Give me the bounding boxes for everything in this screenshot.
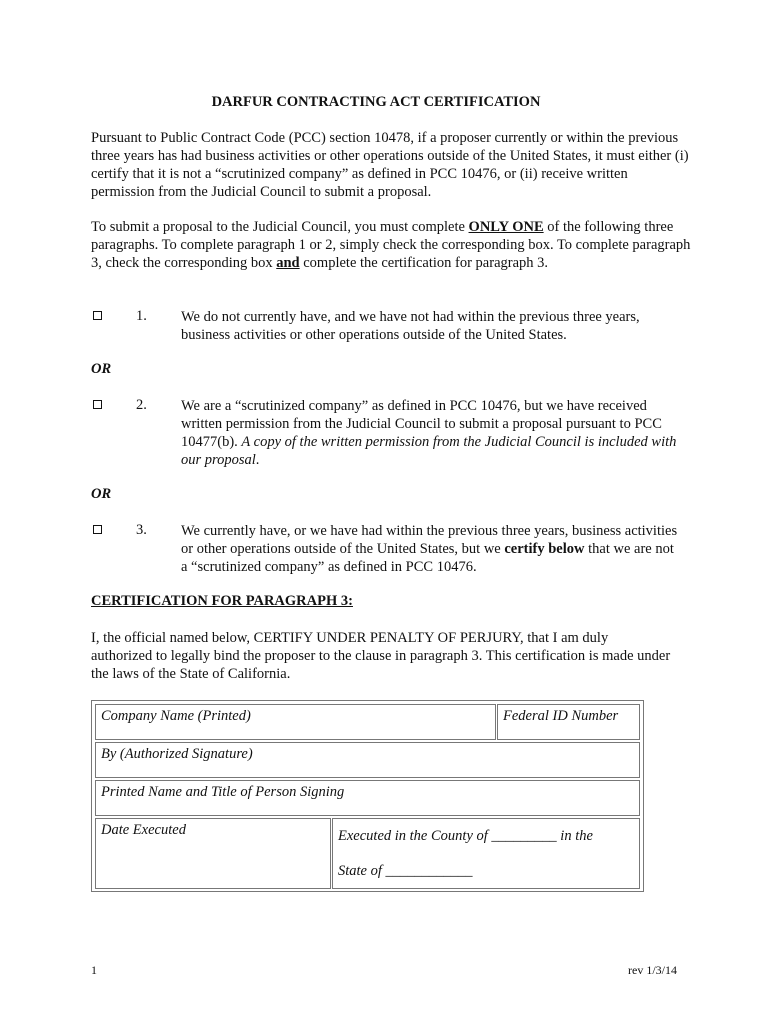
option-1-checkbox[interactable] <box>93 311 102 320</box>
option-1-text: We do not currently have, and we have not had within the previous three years, business activities or other operations outside of the United States. <box>181 309 640 343</box>
federal-id-field[interactable]: Federal ID Number <box>497 704 640 740</box>
option-3-text: We currently have, or we have had within the previous three years, business activities or other operations outside of the United States, but we certify below that we are not a “scrutinized company” as defined in PCC 10476. <box>181 523 678 575</box>
document-title: DARFUR CONTRACTING ACT CERTIFICATION <box>211 94 541 110</box>
or-label: OR <box>91 361 112 377</box>
option-number: 1. <box>136 308 147 324</box>
date-executed-field[interactable]: Date Executed <box>95 818 331 889</box>
option-number: 3. <box>136 522 147 538</box>
option-3-checkbox[interactable] <box>93 525 102 534</box>
intro-paragraph: Pursuant to Public Contract Code (PCC) section 10478, if a proposer currently or within the previous three years has had business activities or other operations outside of the United States, it must either (i) certify that it is not a “scrutinized company” as defined in PCC 10476, or (ii) receive written permission from the Judicial Council to submit a proposal. <box>91 130 689 200</box>
state-line: State of ____________ <box>338 863 473 879</box>
option-number: 2. <box>136 397 147 413</box>
option-2-text: We are a “scrutinized company” as defined in PCC 10476, but we have received written permission from the Judicial Council to submit a proposal pursuant to PCC 10477(b). A copy of the written permission from the Judicial Council is included with our proposal. <box>181 398 677 468</box>
and-emphasis: and <box>276 255 300 271</box>
certification-paragraph: I, the official named below, CERTIFY UNDER PENALTY OF PERJURY, that I am duly authorized to legally bind the proposer to the clause in paragraph 3. This certification is made under the laws of the State of California. <box>91 630 671 682</box>
revision-label: rev 1/3/14 <box>628 963 677 977</box>
company-name-field[interactable]: Company Name (Printed) <box>95 704 496 740</box>
certification-form <box>91 700 644 892</box>
instructions-paragraph: To submit a proposal to the Judicial Council, you must complete ONLY ONE of the following three paragraphs. To complete paragraph 1 or 2, simply check the corresponding box. To complete paragraph 3, check the corresponding box and complete the certification for paragraph 3. <box>91 219 691 271</box>
page-number: 1 <box>91 963 97 977</box>
authorized-signature-field[interactable]: By (Authorized Signature) <box>95 742 640 778</box>
printed-name-title-field[interactable]: Printed Name and Title of Person Signing <box>95 780 640 816</box>
certification-heading: CERTIFICATION FOR PARAGRAPH 3: <box>91 593 353 609</box>
county-line: Executed in the County of _________ in the <box>338 828 593 844</box>
county-state-field[interactable] <box>332 818 640 889</box>
or-label: OR <box>91 486 112 502</box>
only-one-emphasis: ONLY ONE <box>468 219 544 235</box>
option-2-checkbox[interactable] <box>93 400 102 409</box>
